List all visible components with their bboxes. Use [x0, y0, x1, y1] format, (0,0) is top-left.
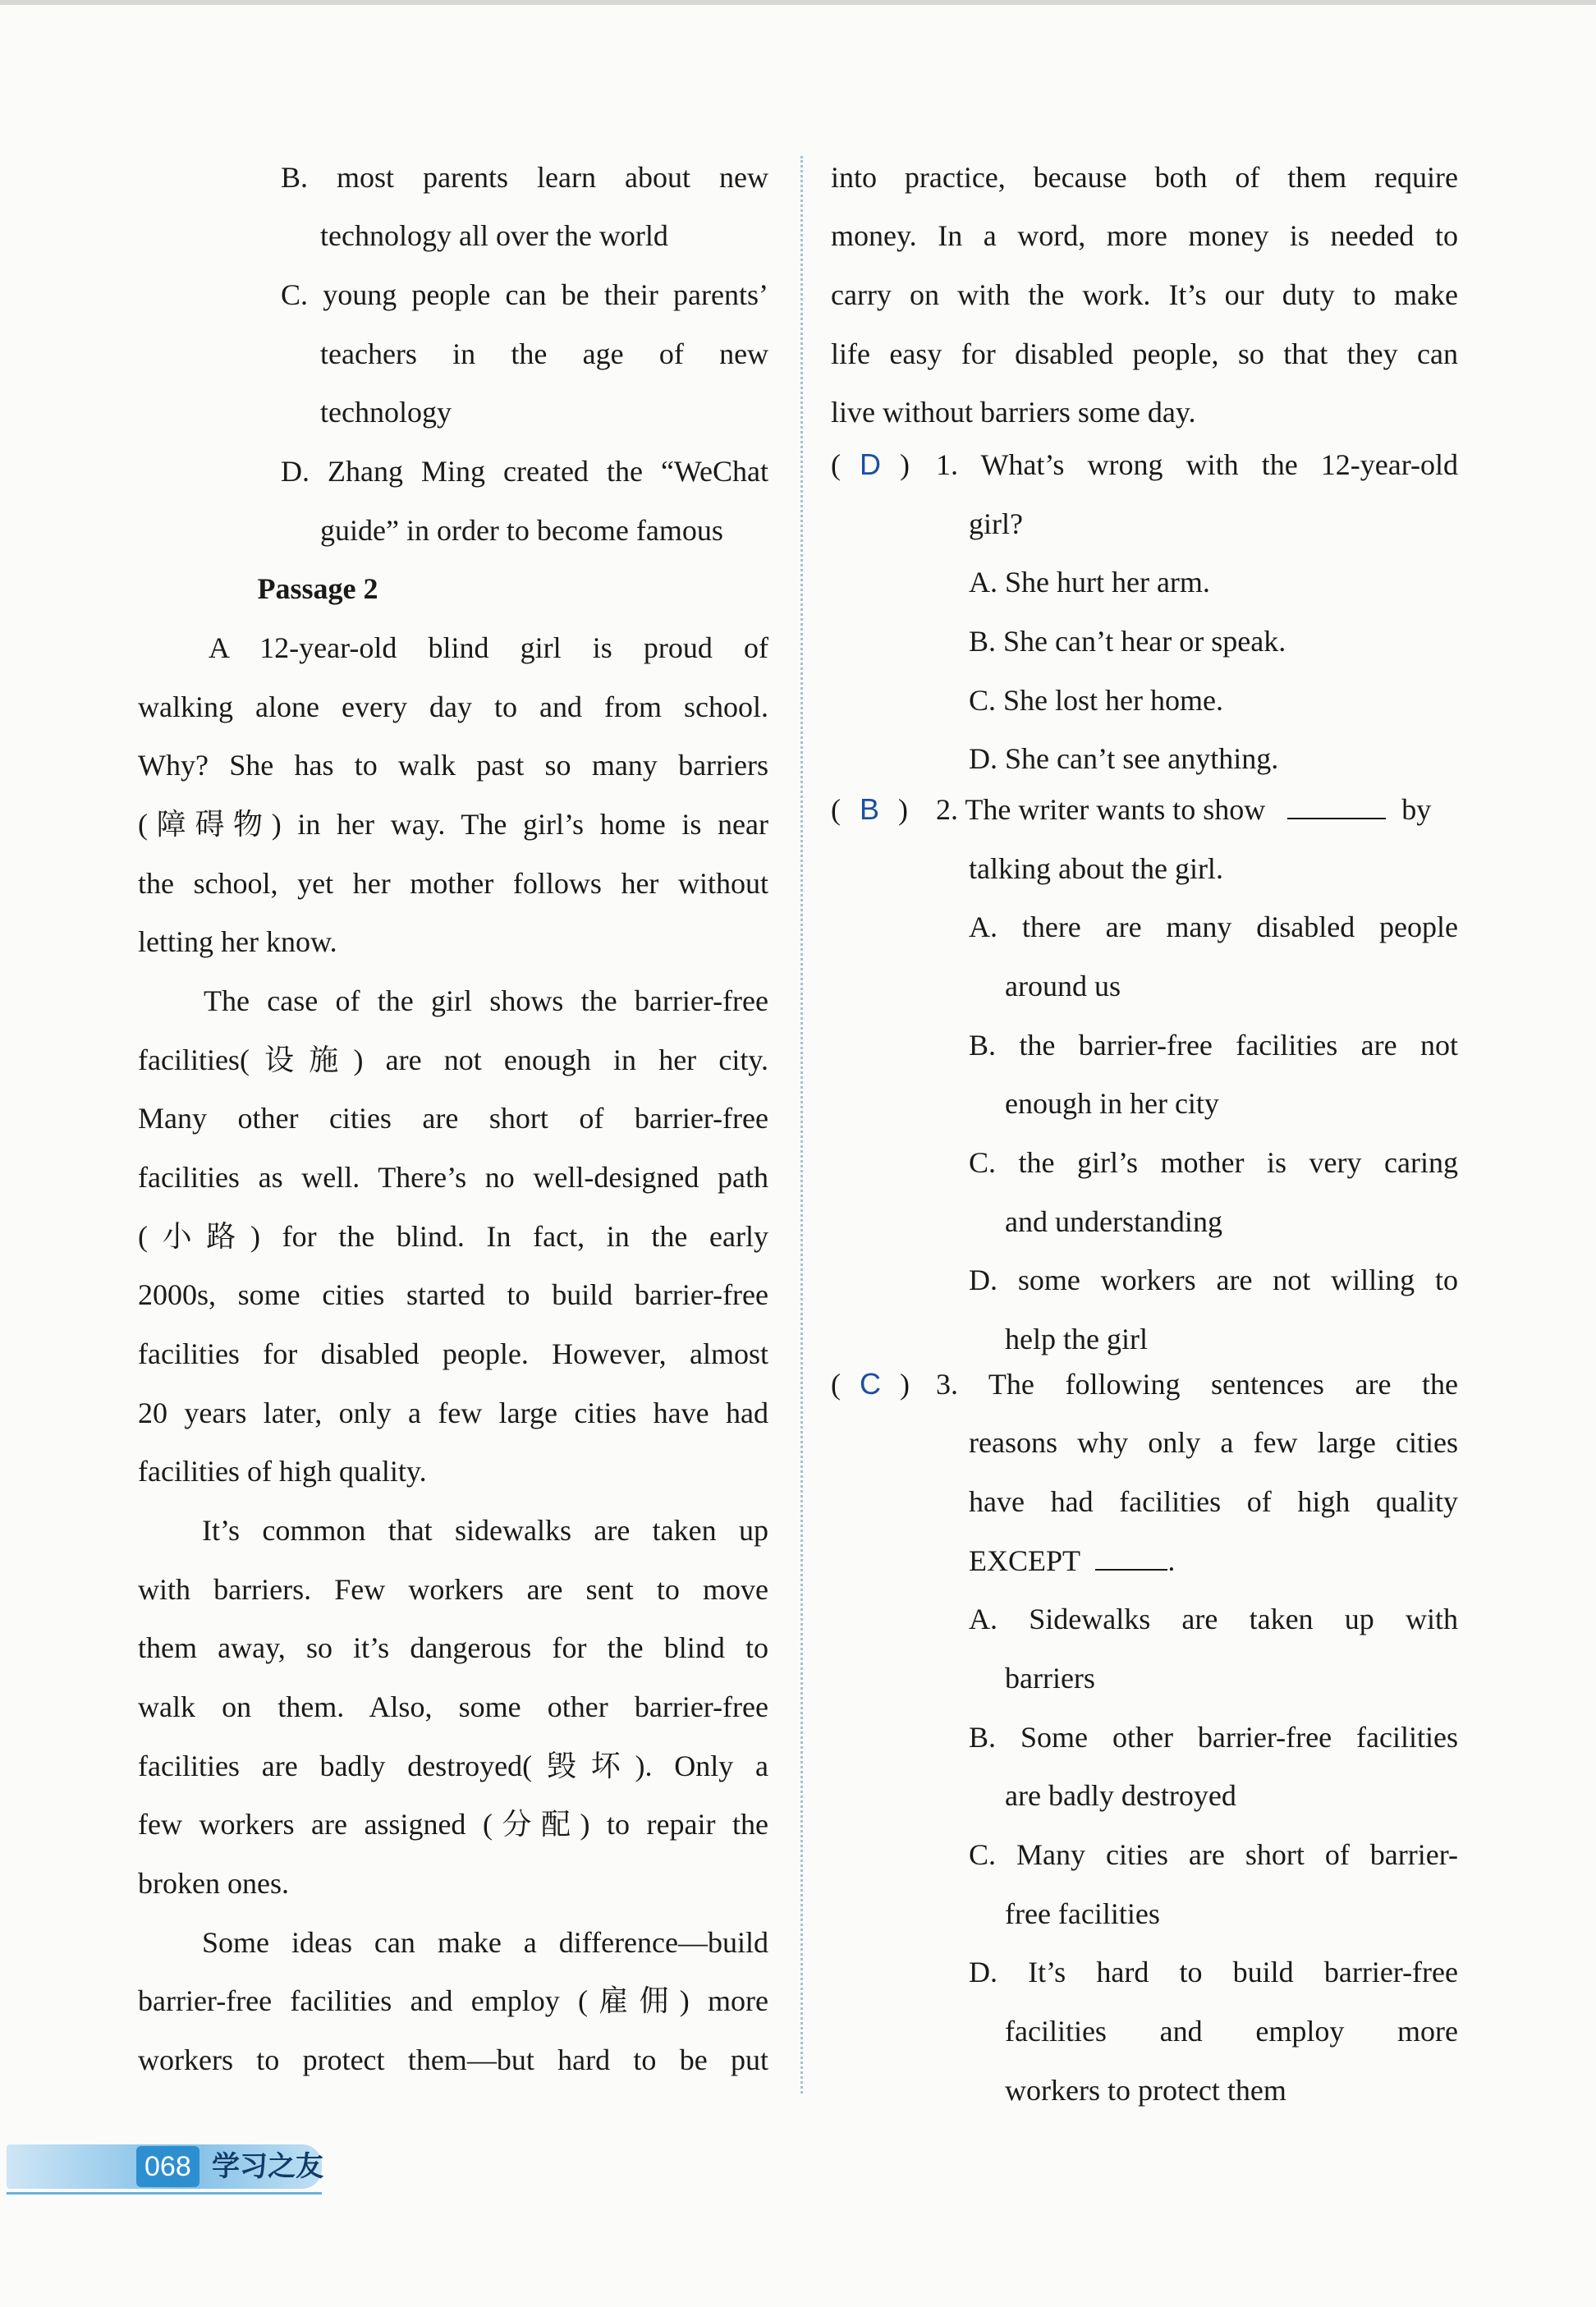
question-3-option: B. Some other barrier-free facilities [969, 1721, 1458, 1754]
question-3-option: D. It’s hard to build barrier-free [969, 1956, 1458, 1988]
option-c-line1: C. young people can be their parents’ [281, 278, 768, 311]
continued-text-line: into practice, because both of them require [831, 161, 1458, 194]
question-2-option: enough in her city [1005, 1087, 1219, 1120]
paragraph-2-line: facilities(设施) are not enough in her city. [138, 1043, 768, 1076]
paragraph-2-line: (小路) for the blind. In fact, in the early [138, 1220, 768, 1253]
option-d-line1: D. Zhang Ming created the “WeChat [281, 455, 768, 488]
continued-text-line: life easy for disabled people, so that they can [831, 337, 1458, 370]
continued-text-line: carry on with the work. It’s our duty to make [831, 278, 1458, 311]
option-c-line3: technology [320, 396, 452, 429]
question-2-option: D. some workers are not willing to [969, 1264, 1458, 1296]
paragraph-1-line: A 12-year-old blind girl is proud of [209, 631, 768, 664]
option-c-line2: teachers in the age of new [320, 337, 769, 370]
question-2-option: B. the barrier-free facilities are not [969, 1029, 1458, 1062]
paragraph-1-line: Why? She has to walk past so many barriers [138, 749, 768, 782]
paragraph-4-line: workers to protect them—but hard to be put [138, 2043, 768, 2076]
paragraph-1-line: the school, yet her mother follows her without [138, 867, 768, 900]
question-2-option: A. there are many disabled people [969, 910, 1458, 943]
question-2-option: C. the girl’s mother is very caring [969, 1146, 1458, 1179]
paragraph-3-line: walk on them. Also, some other barrier-free [138, 1690, 768, 1723]
question-1-option: C. She lost her home. [969, 684, 1223, 717]
paragraph-4-line: Some ideas can make a difference—build [202, 1926, 768, 1959]
question-3-stem: 3. The following sentences are the [936, 1368, 1458, 1401]
paragraph-2-line: facilities for disabled people. However, almost [138, 1337, 768, 1370]
question-3-option: barriers [1005, 1662, 1095, 1695]
book-name: 学习之友 [212, 2150, 323, 2183]
answer-blank [1287, 793, 1386, 819]
page-number: 068 [136, 2146, 200, 2187]
paragraph-4-line: barrier-free facilities and employ (雇佣) more [138, 1984, 768, 2017]
question-2-option: help the girl [1005, 1323, 1148, 1355]
paragraph-1-line: letting her know. [138, 925, 337, 958]
paragraph-2-line: 2000s, some cities started to build barrier-free [138, 1278, 768, 1311]
paragraph-1-line: walking alone every day to and from school. [138, 690, 768, 723]
question-3-answer: ( C ) [831, 1367, 910, 1401]
question-3-option: workers to protect them [1005, 2074, 1286, 2107]
question-2-option: and understanding [1005, 1205, 1222, 1238]
question-3-stem: reasons why only a few large cities [969, 1426, 1458, 1459]
question-1-stem: 1. What’s wrong with the 12-year-old [936, 448, 1458, 481]
question-1-option: B. She can’t hear or speak. [969, 625, 1286, 658]
question-3-option: free facilities [1005, 1897, 1160, 1930]
paragraph-3-line: with barriers. Few workers are sent to move [138, 1573, 768, 1606]
question-1-option: A. She hurt her arm. [969, 566, 1210, 599]
question-3-stem: have had facilities of high quality [969, 1485, 1458, 1518]
question-1-option: D. She can’t see anything. [969, 742, 1279, 775]
top-border [0, 0, 1596, 5]
answer-mark: D [860, 447, 881, 481]
paragraph-2-line: facilities as well. There’s no well-designed path [138, 1161, 768, 1194]
paragraph-3-line: facilities are badly destroyed(毁坏). Only a [138, 1750, 768, 1782]
paragraph-2-line: Many other cities are short of barrier-free [138, 1102, 768, 1135]
answer-blank [1095, 1544, 1167, 1571]
paragraph-2-line: facilities of high quality. [138, 1455, 427, 1488]
question-3-stem: EXCEPT . [969, 1544, 1176, 1577]
paragraph-2-line: 20 years later, only a few large cities have had [138, 1397, 768, 1429]
question-1-answer: ( D ) [831, 447, 910, 481]
question-2-stem: 2. The writer wants to show by [936, 793, 1432, 826]
question-3-option: A. Sidewalks are taken up with [969, 1603, 1458, 1635]
answer-mark: C [860, 1367, 881, 1401]
question-1-stem: girl? [969, 507, 1023, 540]
question-3-option: are badly destroyed [1005, 1779, 1236, 1812]
option-b-line2: technology all over the world [320, 219, 668, 252]
paragraph-3-line: them away, so it’s dangerous for the blind to [138, 1631, 768, 1664]
continued-text-line: live without barriers some day. [831, 396, 1196, 429]
paragraph-3-line: few workers are assigned (分配) to repair the [138, 1808, 768, 1841]
question-2-stem: talking about the girl. [969, 852, 1223, 885]
passage-title: Passage 2 [257, 572, 378, 605]
continued-text-line: money. In a word, more money is needed to [831, 219, 1458, 252]
answer-mark: B [860, 792, 880, 826]
paragraph-2-line: The case of the girl shows the barrier-free [204, 984, 768, 1017]
paragraph-1-line: (障碍物) in her way. The girl’s home is near [138, 808, 768, 841]
footer-underline [7, 2192, 322, 2195]
paragraph-3-line: broken ones. [138, 1867, 289, 1900]
option-d-line2: guide” in order to become famous [320, 514, 723, 547]
question-3-option: C. Many cities are short of barrier- [969, 1838, 1458, 1871]
option-b-line1: B. most parents learn about new [281, 161, 768, 194]
question-3-option: facilities and employ more [1005, 2015, 1458, 2048]
question-2-answer: ( B ) [831, 792, 909, 826]
column-divider [800, 156, 803, 2094]
paragraph-3-line: It’s common that sidewalks are taken up [202, 1514, 768, 1547]
question-2-option: around us [1005, 970, 1121, 1002]
